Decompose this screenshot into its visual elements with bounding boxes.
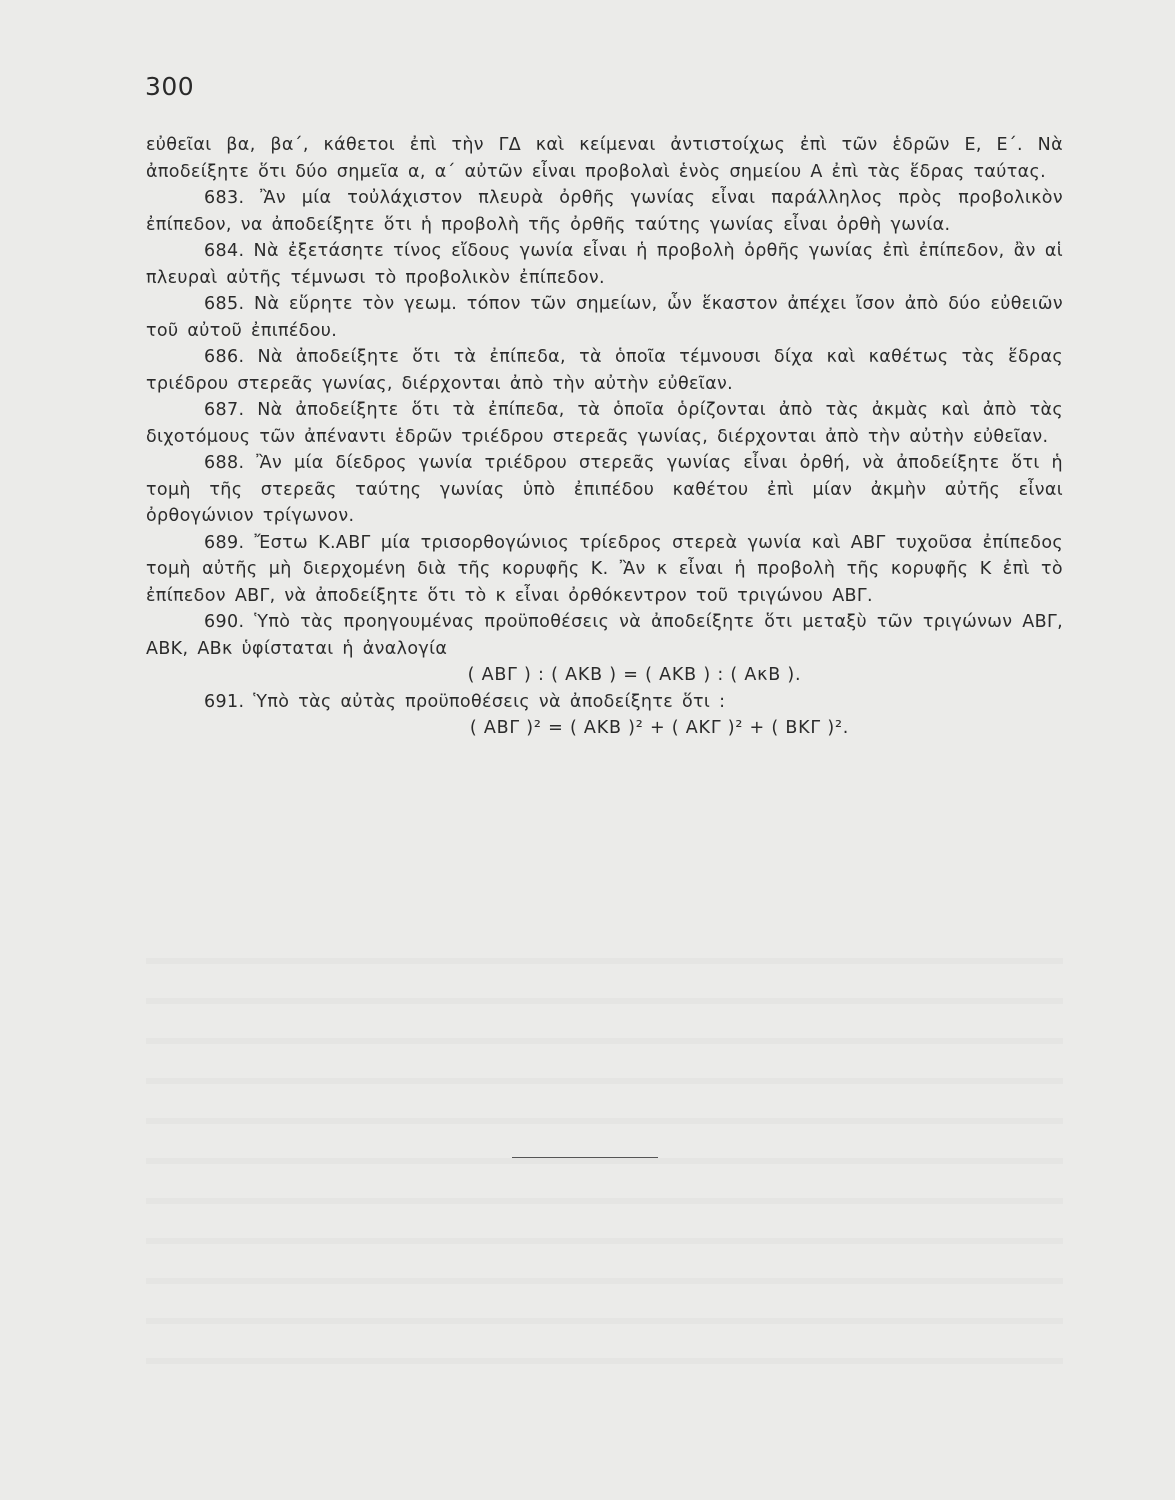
exercise-687: 687. Νὰ ἀποδείξητε ὅτι τὰ ἐπίπεδα, τὰ ὁποῖα ὁρίζονται ἀπὸ τὰς ἀκμὰς καὶ ἀπὸ τὰς διχοτόμους τῶν ἀπέναντι ἑδρῶν τριέδρου στερεᾶς γωνίας, διέρχονται ἀπὸ τὴν αὐτὴν εὐθεῖαν.: [146, 400, 1063, 447]
exercise-688: 688. Ἂν μία δίεδρος γωνία τριέδρου στερεᾶς γωνίας εἶναι ὀρθή, νὰ ἀποδείξητε ὅτι ἡ τομὴ τῆς στερεᾶς ταύτης γωνίας ὑπὸ ἐπιπέδου καθέτου ἐπὶ μίαν ἀκμὴν αὐτῆς εἶναι ὀρθογώνιον τρίγωνον.: [146, 453, 1063, 526]
page-number: 300: [145, 72, 195, 101]
formula-690: ( ΑΒΓ ) : ( ΑΚΒ ) = ( ΑΚΒ ) : ( ΑκΒ ).: [467, 665, 802, 685]
exercise-691: 691. Ὑπὸ τὰς αὐτὰς προϋποθέσεις νὰ ἀποδείξητε ὅτι :: [204, 691, 726, 712]
exercise-690: 690. Ὑπὸ τὰς προηγουμένας προϋποθέσεις νὰ ἀποδείξητε ὅτι μεταξὺ τῶν τριγώνων ΑΒΓ, ΑΒΚ, ΑΒκ ὑφίσταται ἡ ἀναλογία: [146, 612, 1063, 659]
continuation-paragraph: εὐθεῖαι βα, βα΄, κάθετοι ἐπὶ τὴν ΓΔ καὶ κείμεναι ἀντιστοίχως ἐπὶ τῶν ἑδρῶν Ε, Ε΄. Νὰ ἀποδείξητε ὅτι δύο σημεῖα α, α΄ αὐτῶν εἶναι προβολαὶ ἑνὸς σημείου Α ἐπὶ τὰς ἕδρας ταύτας.: [146, 135, 1063, 182]
formula-691: ( ΑΒΓ )² = ( ΑΚΒ )² + ( ΑΚΓ )² + ( ΒΚΓ )².: [469, 718, 850, 738]
page-body: [146, 132, 1063, 742]
exercise-689: 689. Ἔστω Κ.ΑΒΓ μία τρισορθογώνιος τρίεδρος στερεὰ γωνία καὶ ΑΒΓ τυχοῦσα ἐπίπεδος τομὴ αὐτῆς μὴ διερχομένη διὰ τῆς κορυφῆς Κ. Ἂν κ εἶναι ἡ προβολὴ τῆς κορυφῆς Κ ἐπὶ τὸ ἐπίπεδον ΑΒΓ, νὰ ἀποδείξητε ὅτι τὸ κ εἶναι ὀρθόκεντρον τοῦ τριγώνου ΑΒΓ.: [146, 532, 1063, 606]
section-end-rule: [512, 1157, 658, 1158]
bleed-through-shading: [146, 940, 1063, 1370]
exercise-685: 685. Νὰ εὕρητε τὸν γεωμ. τόπον τῶν σημείων, ὧν ἕκαστον ἀπέχει ἴσον ἀπὸ δύο εὐθειῶν τοῦ αὐτοῦ ἐπιπέδου.: [146, 294, 1063, 341]
exercise-684: 684. Νὰ ἐξετάσητε τίνος εἴδους γωνία εἶναι ἡ προβολὴ ὀρθῆς γωνίας ἐπὶ ἐπίπεδον, ἂν αἱ πλευραὶ αὐτῆς τέμνωσι τὸ προβολικὸν ἐπίπεδον.: [146, 241, 1063, 288]
exercise-686: 686. Νὰ ἀποδείξητε ὅτι τὰ ἐπίπεδα, τὰ ὁποῖα τέμνουσι δίχα καὶ καθέτως τὰς ἕδρας τριέδρου στερεᾶς γωνίας, διέρχονται ἀπὸ τὴν αὐτὴν εὐθεῖαν.: [146, 347, 1063, 394]
exercise-683: 683. Ἂν μία τοὐλάχιστον πλευρὰ ὀρθῆς γωνίας εἶναι παράλληλος πρὸς προβολικὸν ἐπίπεδον, να ἀποδείξητε ὅτι ἡ προβολὴ τῆς ὀρθῆς ταύτης γωνίας εἶναι ὀρθὴ γωνία.: [146, 188, 1063, 235]
